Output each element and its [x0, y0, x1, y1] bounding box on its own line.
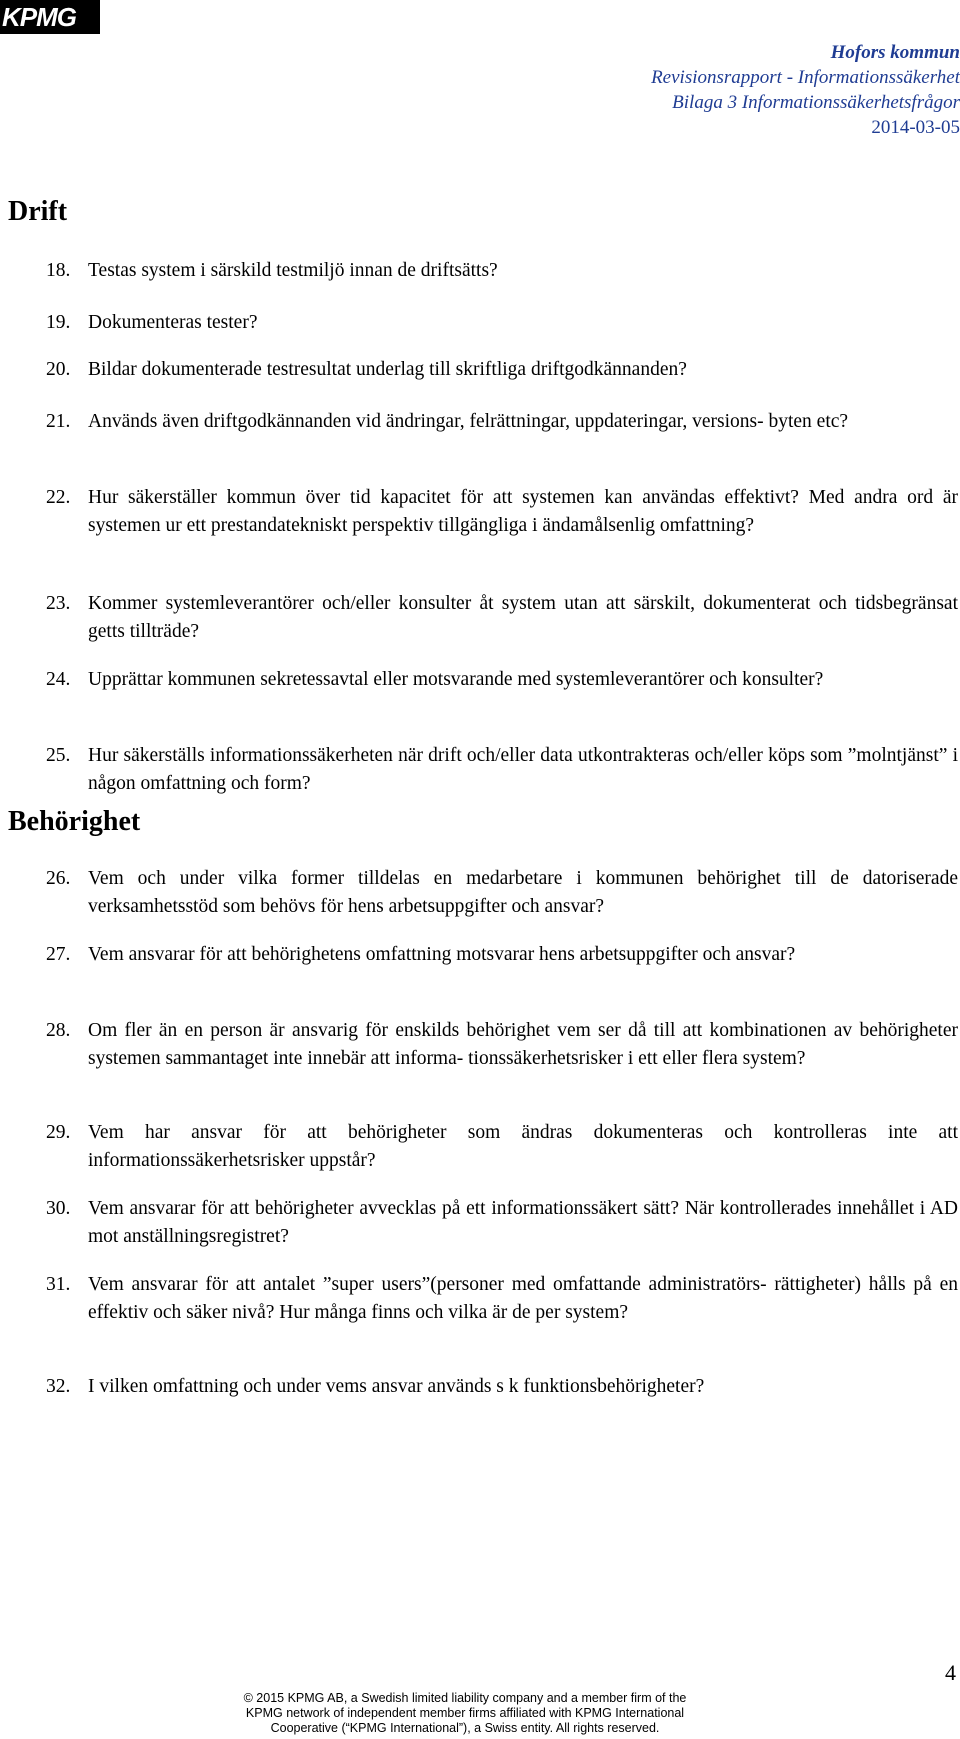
- question-text: Hur säkerställs informationssäkerheten när drift och/eller data utkontrakteras och/eller köps som ”molntjänst” i någon omfattning och form?: [88, 745, 958, 794]
- question-text: Kommer systemleverantörer och/eller konsulter åt system utan att särskilt, dokumenterat och tidsbegränsat getts tillträde?: [88, 593, 958, 642]
- question-text: Vem ansvarar för att behörighetens omfattning motsvarar hens arbetsuppgifter och ansvar?: [88, 944, 796, 965]
- header-date: 2014-03-05: [871, 117, 960, 138]
- copyright-footer: [195, 1691, 735, 1736]
- question-item: [46, 666, 958, 694]
- header-report-title: Revisionsrapport - Informationssäkerhet: [651, 67, 960, 88]
- question-text: I vilken omfattning och under vems ansvar används s k funktionsbehörigheter?: [88, 1376, 705, 1397]
- question-number: 23.: [46, 593, 71, 614]
- question-text: Vem har ansvar för att behörigheter som ändras dokumenteras och kontrolleras inte att informationssäkerhetsrisker uppstår?: [88, 1122, 958, 1171]
- question-item: [46, 1119, 958, 1175]
- kpmg-logo: KPMG: [0, 0, 100, 34]
- question-text: Bildar dokumenterade testresultat underlag till skriftliga driftgodkännanden?: [88, 359, 687, 380]
- question-item: [46, 408, 958, 436]
- question-text: Används även driftgodkännanden vid ändringar, felrättningar, uppdateringar, versions- byten etc?: [88, 411, 849, 432]
- question-number: 20.: [46, 359, 71, 380]
- footer-line: Cooperative (“KPMG International”), a Swiss entity. All rights reserved.: [270, 1721, 660, 1735]
- question-text: Vem ansvarar för att antalet ”super users”(personer med omfattande administratörs- rättigheter) hålls på en effektiv och säker nivå? Hur många finns och vilka är de per system?: [88, 1274, 958, 1323]
- question-number: 29.: [46, 1122, 71, 1143]
- question-number: 19.: [46, 312, 71, 333]
- question-number: 27.: [46, 944, 71, 965]
- question-text: Upprättar kommunen sekretessavtal eller motsvarande med systemleverantörer och konsulter?: [88, 669, 824, 690]
- question-number: 24.: [46, 669, 71, 690]
- question-number: 18.: [46, 260, 71, 281]
- question-text: Vem och under vilka former tilldelas en medarbetare i kommunen behörighet till de datoriserade verksamhetsstöd som behövs för hens arbetsuppgifter och ansvar?: [88, 868, 958, 917]
- section-heading-drift: Drift: [8, 196, 68, 227]
- question-number: 21.: [46, 411, 71, 432]
- header-appendix: Bilaga 3 Informationssäkerhetsfrågor: [672, 92, 960, 113]
- page-number: 4: [945, 1660, 956, 1685]
- question-item: [46, 309, 958, 337]
- question-item: [46, 1017, 958, 1073]
- question-item: [46, 742, 958, 798]
- question-item: [46, 257, 958, 285]
- question-number: 28.: [46, 1020, 71, 1041]
- footer-line: © 2015 KPMG AB, a Swedish limited liability company and a member firm of the: [243, 1691, 687, 1705]
- question-item: [46, 484, 958, 540]
- question-text: Om fler än en person är ansvarig för enskilds behörighet vem ser då till att kombinationen av behörigheter systemen sammantaget inte innebär att informa- tionssäkerhetsrisker i ett eller flera system?: [88, 1020, 958, 1069]
- question-item: [46, 1373, 958, 1401]
- section-heading-behorighet: Behörighet: [8, 806, 141, 837]
- question-text: Testas system i särskild testmiljö innan de driftsätts?: [88, 260, 498, 281]
- question-item: [46, 1271, 958, 1327]
- question-number: 30.: [46, 1198, 71, 1219]
- question-item: [46, 941, 958, 969]
- header-organization: Hofors kommun: [830, 42, 960, 63]
- question-item: [46, 1195, 958, 1251]
- question-item: [46, 865, 958, 921]
- question-number: 25.: [46, 745, 71, 766]
- question-number: 32.: [46, 1376, 71, 1397]
- question-text: Dokumenteras tester?: [88, 312, 258, 333]
- question-item: [46, 356, 958, 384]
- question-text: Vem ansvarar för att behörigheter avvecklas på ett informationssäkert sätt? När kontrollerades innehållet i AD mot anställningsregistret?: [88, 1198, 958, 1247]
- question-item: [46, 590, 958, 646]
- question-text: Hur säkerställer kommun över tid kapacitet för att systemen kan användas effektivt? Med andra ord är systemen ur ett prestandatekniskt perspektiv tillgängliga i ändamålsenlig omfattning?: [88, 487, 958, 536]
- footer-line: KPMG network of independent member firms affiliated with KPMG International: [245, 1706, 685, 1720]
- question-number: 22.: [46, 487, 71, 508]
- document-header: [651, 40, 960, 140]
- question-number: 31.: [46, 1274, 71, 1295]
- question-number: 26.: [46, 868, 71, 889]
